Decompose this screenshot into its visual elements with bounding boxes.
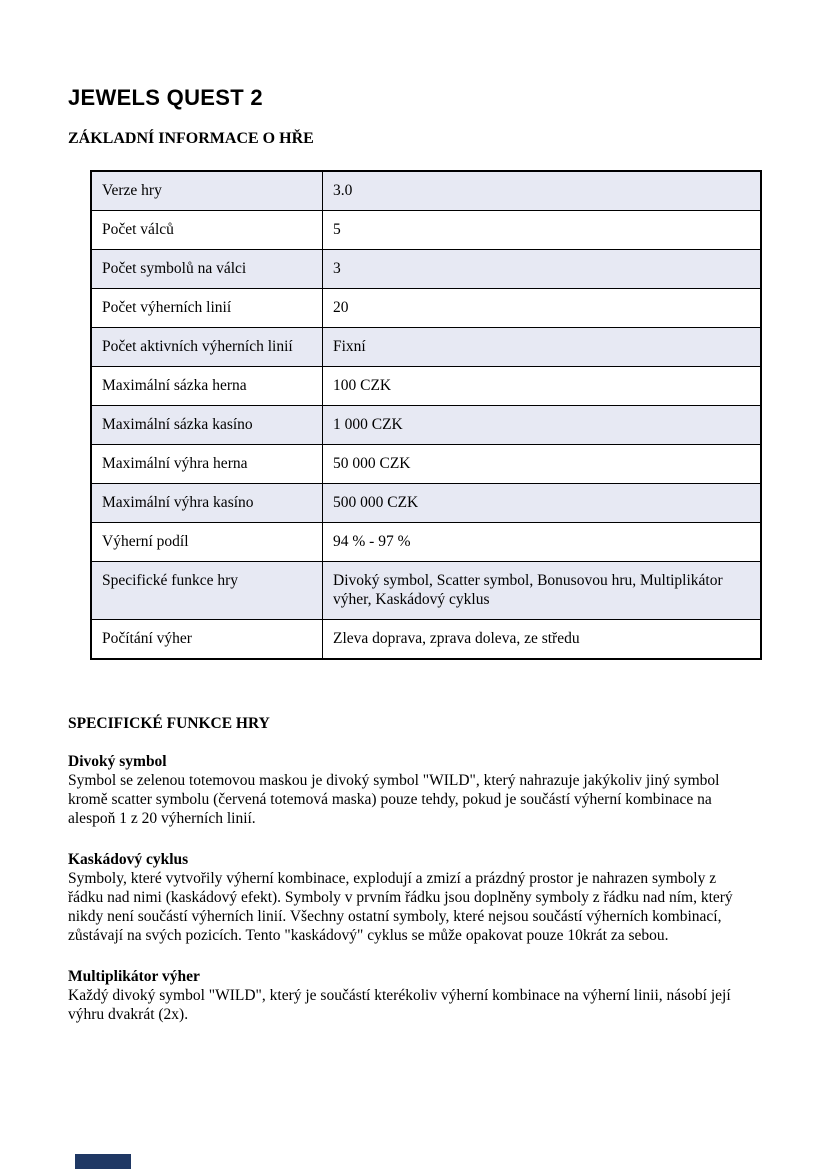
row-value: 50 000 CZK: [323, 445, 762, 484]
row-value: Zleva doprava, zprava doleva, ze středu: [323, 620, 762, 660]
row-label: Počítání výher: [91, 620, 323, 660]
next-table-header-preview: [75, 1154, 131, 1169]
row-label: Počet válců: [91, 211, 323, 250]
row-label: Maximální sázka herna: [91, 367, 323, 406]
row-label: Maximální výhra kasíno: [91, 484, 323, 523]
table-row: [91, 484, 761, 523]
feature-body-wild-symbol: Symbol se zelenou totemovou maskou je divoký symbol "WILD", který nahrazuje jakýkoliv jiný symbol kromě scatter symbolu (červená totemová maska) pouze tehdy, pokud je součástí výherní kombinace na alespoň 1 z 20 výherních linií.: [68, 772, 720, 827]
row-label: Specifické funkce hry: [91, 562, 323, 620]
row-value: 1 000 CZK: [323, 406, 762, 445]
table-row: [91, 289, 761, 328]
feature-body-cascade-cycle: Symboly, které vytvořily výherní kombinace, explodují a zmizí a prázdný prostor je nahrazen symboly z řádku nad nimi (kaskádový efekt). Symboly v prvním řádku jsou doplněny symboly z řádku nad ním, který nikdy není součástí výherních linií. Všechny ostatní symboly, které nejsou součástí výherních kombinací, zůstávají na svých pozicích. Tento "kaskádový" cyklus se může opakovat pouze 10krát za sebou.: [68, 870, 733, 944]
feature-title-wild-symbol: Divoký symbol: [68, 753, 167, 770]
row-value: Fixní: [323, 328, 762, 367]
row-value: 3: [323, 250, 762, 289]
table-row: [91, 367, 761, 406]
row-value: 20: [323, 289, 762, 328]
row-value: Divoký symbol, Scatter symbol, Bonusovou hru, Multiplikátor výher, Kaskádový cyklus: [323, 562, 762, 620]
row-label: Počet výherních linií: [91, 289, 323, 328]
page-title: JEWELS QUEST 2: [68, 85, 263, 110]
row-value: 5: [323, 211, 762, 250]
table-row: [91, 328, 761, 367]
table-row: [91, 250, 761, 289]
basic-info-table: [90, 170, 762, 660]
row-label: Verze hry: [91, 171, 323, 211]
table-row: [91, 406, 761, 445]
row-label: Maximální výhra herna: [91, 445, 323, 484]
row-value: 3.0: [323, 171, 762, 211]
table-row: [91, 620, 761, 660]
row-value: 100 CZK: [323, 367, 762, 406]
row-label: Počet aktivních výherních linií: [91, 328, 323, 367]
feature-title-win-multiplier: Multiplikátor výher: [68, 968, 200, 985]
features-heading: SPECIFICKÉ FUNKCE HRY: [68, 715, 270, 732]
row-label: Počet symbolů na válci: [91, 250, 323, 289]
table-row: [91, 445, 761, 484]
basic-info-heading: ZÁKLADNÍ INFORMACE O HŘE: [68, 130, 314, 147]
row-label: Maximální sázka kasíno: [91, 406, 323, 445]
feature-title-cascade-cycle: Kaskádový cyklus: [68, 851, 189, 868]
table-row: [91, 523, 761, 562]
row-label: Výherní podíl: [91, 523, 323, 562]
row-value: 500 000 CZK: [323, 484, 762, 523]
row-value: 94 % - 97 %: [323, 523, 762, 562]
feature-body-win-multiplier: Každý divoký symbol "WILD", který je součástí kterékoliv výherní kombinace na výherní linii, násobí její výhru dvakrát (2x).: [68, 987, 731, 1023]
features-section: [68, 714, 746, 1046]
table-row: [91, 211, 761, 250]
table-row: [91, 171, 761, 211]
table-row: [91, 562, 761, 620]
